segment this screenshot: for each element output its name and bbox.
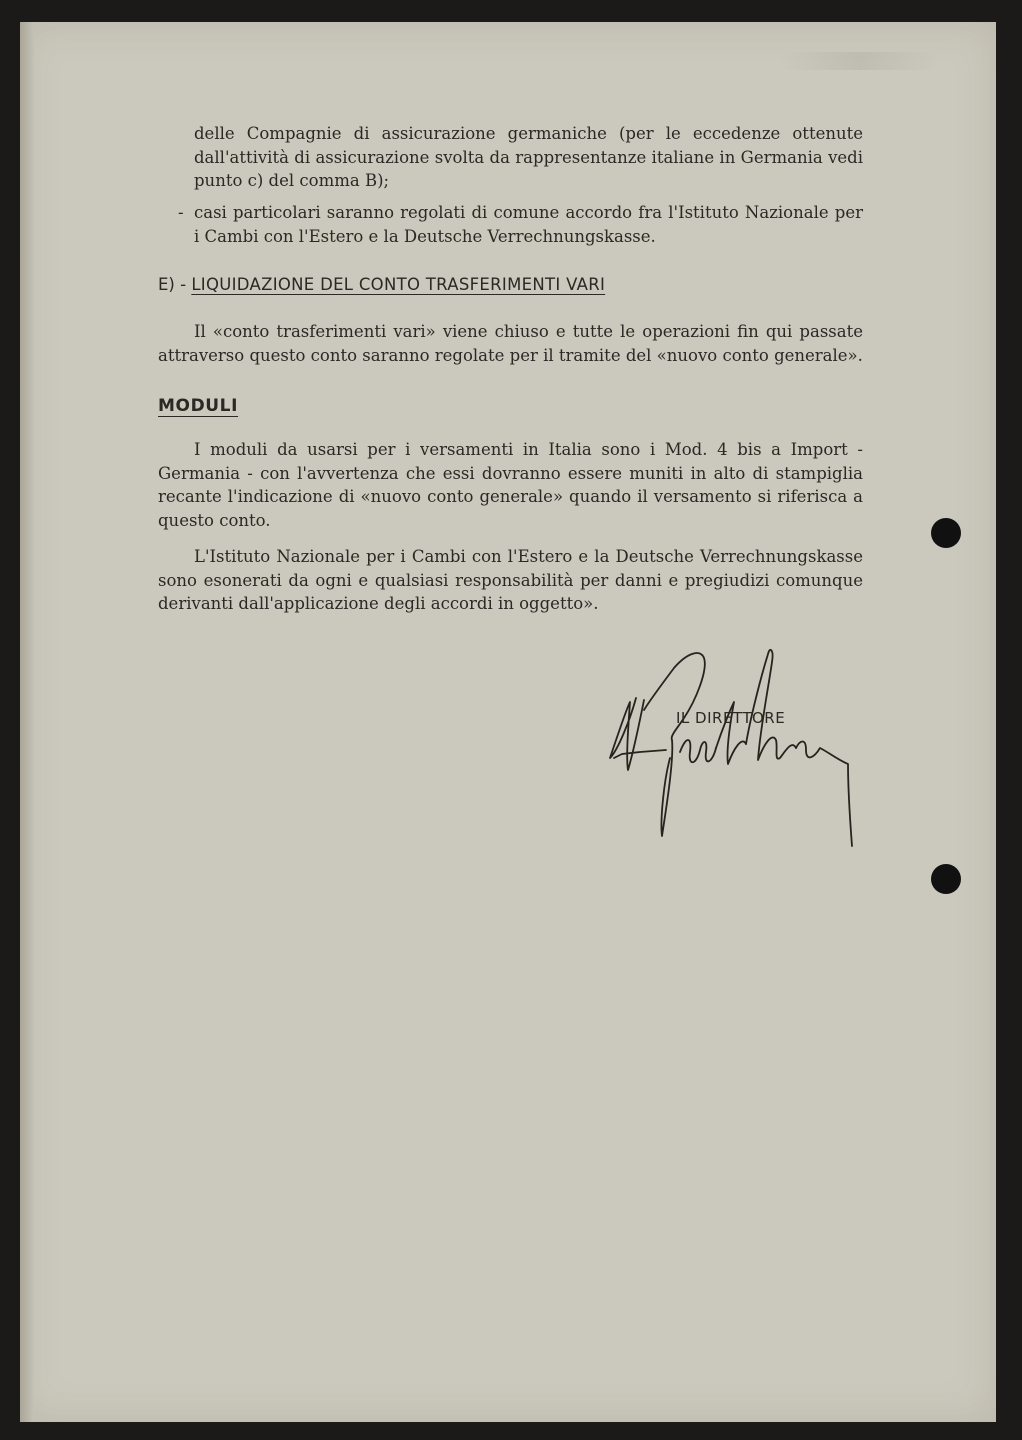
faded-header-mark [780, 52, 940, 70]
paragraph-casi-particolari [158, 201, 863, 248]
paragraph-responsabilita: L'Istituto Nazionale per i Cambi con l'Estero e la Deutsche Verrechnungskasse sono esonerati da ogni e qualsiasi responsabilità per danni e pregiudizi comunque derivanti dall'applicazione degli accordi in oggetto». [158, 547, 863, 613]
handwritten-signature [600, 640, 860, 850]
paper-edge [20, 22, 34, 1422]
section-e-heading [158, 275, 605, 294]
paragraph-moduli: I moduli da usarsi per i versamenti in Italia sono i Mod. 4 bis a Import - Germania - con l'avvertenza che essi dovranno essere muniti in alto di stampiglia recante l'indicazione di «nuovo conto generale» quando il versamento si riferisca a questo conto. [158, 440, 863, 530]
punch-hole-lower [931, 864, 961, 894]
paragraph-conto-trasferimenti: Il «conto trasferimenti vari» viene chiuso e tutte le operazioni fin qui passate attraverso questo conto saranno regolate per il tramite del «nuovo conto generale». [158, 322, 863, 365]
moduli-heading: MODULI [158, 396, 239, 416]
punch-hole-upper [931, 518, 961, 548]
section-e-title: LIQUIDAZIONE DEL CONTO TRASFERIMENTI VARI [191, 275, 606, 294]
section-e-prefix: E) - [158, 275, 192, 294]
director-label: IL DIRETTORE [676, 709, 786, 727]
paragraph-compagnie: delle Compagnie di assicurazione germaniche (per le eccedenze ottenute dall'attività di assicurazione svolta da rappresentanze italiane in Germania vedi punto c) del comma B); [194, 124, 863, 190]
list-dash: - [178, 203, 184, 222]
paragraph-casi-particolari-text: casi particolari saranno regolati di comune accordo fra l'Istituto Nazionale per i Cambi con l'Estero e la Deutsche Verrechnungskasse. [194, 203, 863, 246]
